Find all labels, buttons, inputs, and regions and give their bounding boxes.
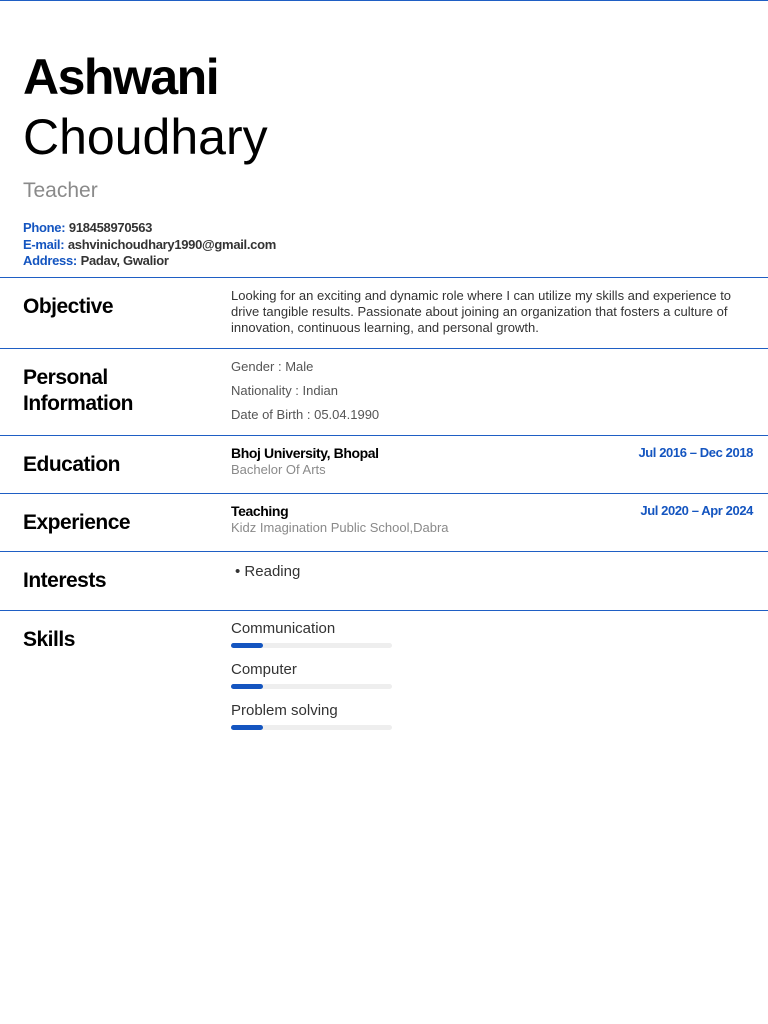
education-dates: Jul 2016 – Dec 2018 [638,445,753,460]
address-label: Address: [23,253,77,268]
experience-dates: Jul 2020 – Apr 2024 [640,503,753,518]
dob-item: Date of Birth : 05.04.1990 [231,407,380,422]
personal-body [231,355,753,427]
contact-block [23,220,743,270]
education-entry [231,445,753,478]
education-degree: Bachelor Of Arts [231,462,326,477]
skill-name: Communication [231,620,336,637]
job-title: Teacher [23,179,98,202]
skill-item [231,661,753,689]
education-entry-header [231,445,753,462]
email-value[interactable]: ashvinichoudhary1990@gmail.com [67,236,277,252]
section-title-experience: Experience [23,511,131,534]
phone-label: Phone: [23,220,66,235]
education-section [0,435,768,494]
skill-bar-track [231,643,392,648]
experience-role: Teaching [231,503,289,519]
section-title-skills: Skills [23,628,75,651]
skill-name: Problem solving [231,702,338,719]
skill-name: Computer [231,661,297,678]
experience-entry-header [231,503,753,520]
phone-value[interactable]: 918458970563 [68,220,153,235]
top-divider [0,0,768,1]
nationality-item: Nationality : Indian [231,383,338,398]
first-name: Ashwani [23,49,219,105]
objective-text: Looking for an exciting and dynamic role where I can utilize my skills and experience to drive tangible results. Passionate about joining an organization that fosters a culture of innovation, continuous learning, and personal growth. [231,288,732,335]
interests-body [231,563,753,580]
objective-section [0,277,768,349]
experience-organization: Kidz Imagination Public School,Dabra [231,520,449,535]
personal-section [0,348,768,436]
skills-section [0,610,768,751]
education-institution: Bhoj University, Bhopal [231,445,379,461]
interests-section [0,551,768,611]
email-line [23,237,743,254]
section-title-education: Education [23,453,121,476]
skill-item [231,620,753,648]
address-line [23,253,743,270]
section-title-interests: Interests [23,569,107,592]
experience-section [0,493,768,552]
skill-bar-fill [231,643,263,648]
email-label: E-mail: [23,236,65,252]
skill-bar-fill [231,684,263,689]
skill-bar-track [231,725,392,730]
address-value: Padav, Gwalior [80,253,169,268]
section-title-objective: Objective [23,295,114,318]
interest-item: • Reading [235,563,301,580]
skill-item [231,702,753,730]
skills-body [231,620,753,743]
skill-bar-fill [231,725,263,730]
interest-label: Reading [244,563,301,580]
phone-line [23,220,743,237]
last-name: Choudhary [23,109,268,165]
gender-item: Gender : Male [231,359,314,374]
objective-body [231,288,753,336]
resume-header [23,48,743,270]
section-title-personal: Personal Information [23,366,133,415]
skill-bar-track [231,684,392,689]
experience-entry [231,503,753,536]
